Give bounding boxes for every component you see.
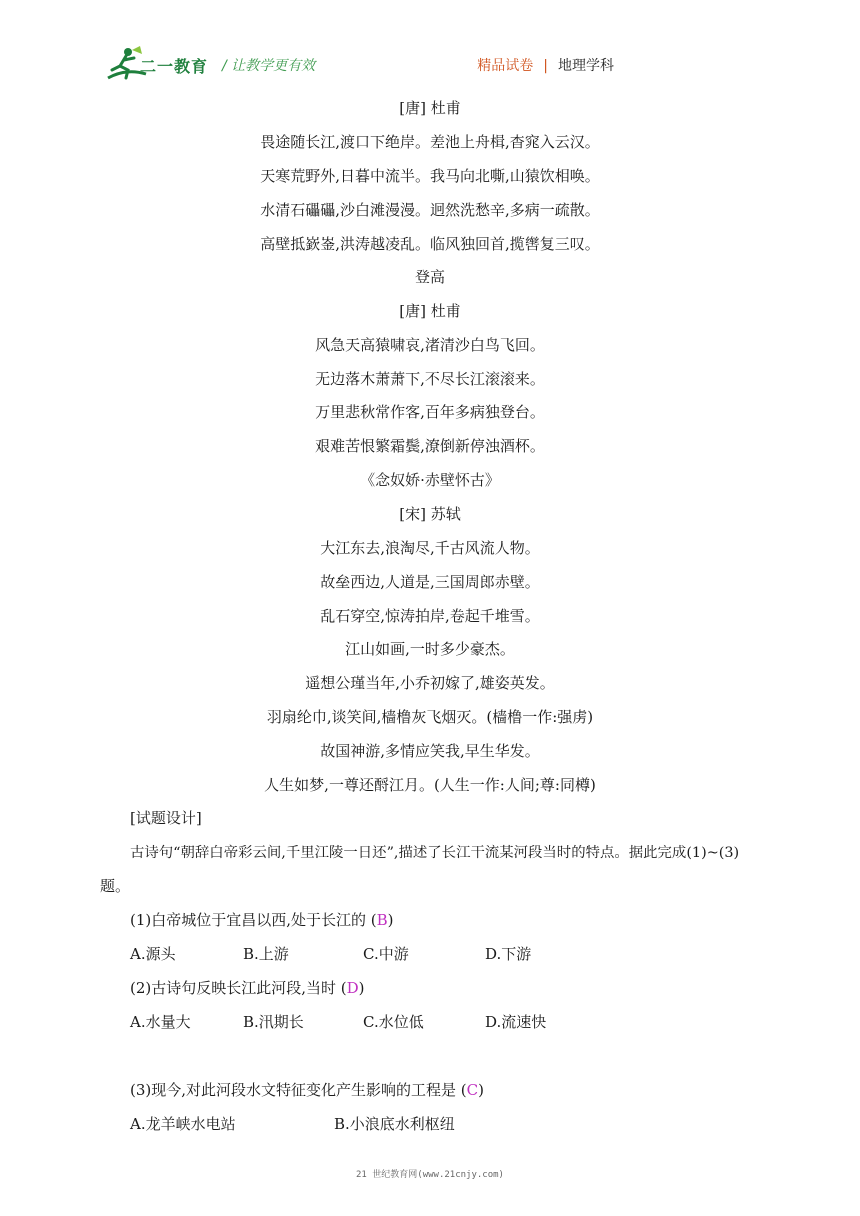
option: C.水位低 bbox=[363, 1013, 424, 1031]
question-intro-cont: 题。 bbox=[100, 877, 131, 895]
option: D.下游 bbox=[485, 945, 532, 963]
option: B.上游 bbox=[243, 945, 289, 963]
question-close: ) bbox=[387, 911, 394, 929]
answer-letter: B bbox=[376, 911, 388, 929]
poem-line: 遥想公瑾当年,小乔初嫁了,雄姿英发。 bbox=[305, 674, 555, 692]
question-2 bbox=[130, 977, 365, 998]
poem-title: 《念奴娇·赤壁怀古》 bbox=[360, 471, 500, 489]
question-stem: (1)白帝城位于宜昌以西,处于长江的 ( bbox=[130, 911, 377, 929]
brand-slogan: / 让教学更有效 bbox=[222, 58, 316, 74]
header-labels bbox=[477, 55, 614, 75]
answer-letter: D bbox=[346, 979, 359, 997]
poem-line: 万里悲秋常作客,百年多病独登台。 bbox=[315, 403, 545, 421]
poem-line: 江山如画,一时多少豪杰。 bbox=[345, 640, 515, 658]
option: A.源头 bbox=[130, 945, 176, 963]
page-header bbox=[0, 0, 860, 90]
poem-line: 高壁抵嶔崟,洪涛越凌乱。临风独回首,揽辔复三叹。 bbox=[260, 235, 600, 253]
poem-line: 无边落木萧萧下,不尽长江滚滚来。 bbox=[315, 370, 545, 388]
poem-title: 登高 bbox=[414, 268, 445, 286]
question-1 bbox=[130, 909, 394, 930]
poem-line: 水清石礧礧,沙白滩漫漫。迥然洗愁辛,多病一疏散。 bbox=[260, 201, 600, 219]
option: A.水量大 bbox=[130, 1013, 191, 1031]
poem-line: 人生如梦,一尊还酹江月。(人生一作:人间;尊:同樽) bbox=[264, 776, 596, 794]
question-stem: (3)现今,对此河段水文特征变化产生影响的工程是 ( bbox=[130, 1081, 467, 1099]
header-separator: | bbox=[543, 58, 548, 74]
header-label-quality: 精品试卷 bbox=[477, 58, 534, 74]
question-3 bbox=[130, 1079, 484, 1100]
question-stem: (2)古诗句反映长江此河段,当时 ( bbox=[130, 979, 347, 997]
poem-line: 故垒西边,人道是,三国周郎赤壁。 bbox=[320, 573, 540, 591]
poem-line: 乱石穿空,惊涛拍岸,卷起千堆雪。 bbox=[320, 607, 540, 625]
question-close: ) bbox=[478, 1081, 484, 1099]
poem-line: 羽扇纶巾,谈笑间,樯橹灰飞烟灭。(樯橹一作:强虏) bbox=[266, 708, 594, 726]
poem-line: 故国神游,多情应笑我,早生华发。 bbox=[320, 742, 540, 760]
question-close: ) bbox=[358, 979, 365, 997]
option: D.流速快 bbox=[485, 1013, 547, 1031]
page-footer: 21 世纪教育网(www.21cnjy.com) bbox=[356, 1170, 504, 1180]
poem-author: [唐] 杜甫 bbox=[399, 302, 461, 320]
poem-author: [宋] 苏轼 bbox=[399, 505, 461, 523]
option: C.中游 bbox=[363, 945, 409, 963]
option: A.龙羊峡水电站 bbox=[130, 1115, 236, 1133]
poem-line: 风急天高猿啸哀,渚清沙白鸟飞回。 bbox=[315, 336, 545, 354]
poem-line: 畏途随长江,渡口下绝岸。差池上舟楫,杳窕入云汉。 bbox=[260, 133, 600, 151]
answer-letter: C bbox=[466, 1081, 479, 1099]
section-title: [试题设计] bbox=[130, 809, 202, 827]
header-label-subject: 地理学科 bbox=[558, 58, 614, 74]
option: B.汛期长 bbox=[243, 1013, 304, 1031]
option: B.小浪底水利枢纽 bbox=[334, 1115, 455, 1133]
poem-line: 艰难苦恨繁霜鬓,潦倒新停浊酒杯。 bbox=[315, 437, 545, 455]
poem-line: 大江东去,浪淘尽,千古风流人物。 bbox=[320, 539, 540, 557]
question-intro: 古诗句“朝辞白帝彩云间,千里江陵一日还”,描述了长江干流某河段当时的特点。据此完成(1)~(3) bbox=[130, 845, 740, 861]
poem-line: [唐] 杜甫 bbox=[399, 99, 461, 117]
poem-line: 天寒荒野外,日暮中流半。我马向北嘶,山猿饮相唤。 bbox=[260, 167, 600, 185]
brand-name: 二一教育 bbox=[140, 57, 209, 76]
